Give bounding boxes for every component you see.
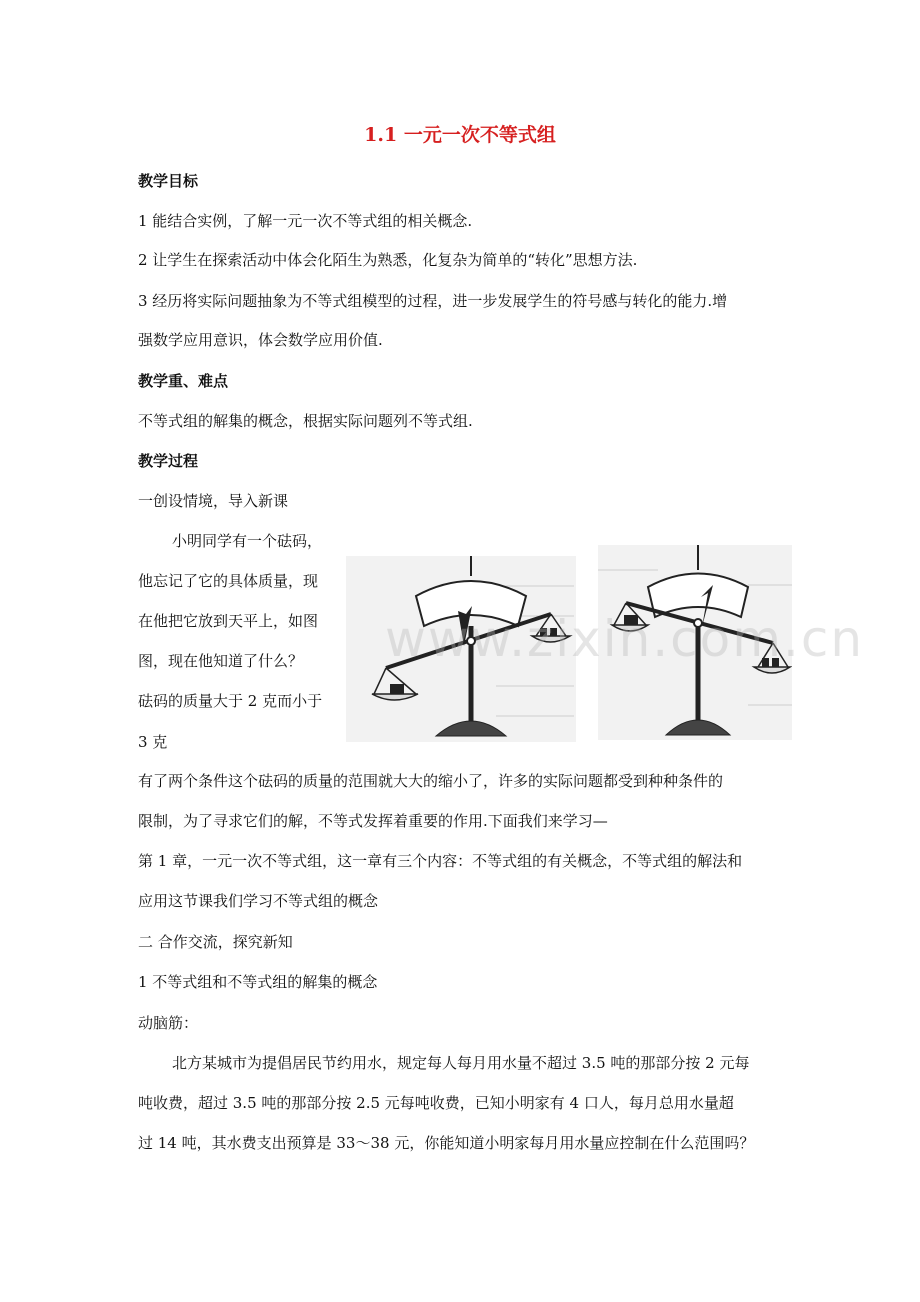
story-line5: 砝码的质量大于 2 克而小于 [138, 692, 323, 710]
problem-line1: 北方某城市为提倡居民节约用水，规定每人每月用水量不超过 3.5 吨的那部分按 2 元每 [172, 1054, 750, 1072]
paragraph2-line1: 第 1 章，一元一次不等式组，这一章有三个内容：不等式组的有关概念，不等式组的解法和 [138, 852, 743, 870]
story-line4: 图，现在他知道了什么？ [138, 652, 304, 670]
paragraph2-line2: 应用这节课我们学习不等式组的概念 [138, 892, 379, 910]
problem-line3: 过 14 吨，其水费支出预算是 33～38 元，你能知道小明家每月用水量应控制在什么范围吗？ [138, 1134, 755, 1152]
objective-3-line1: 3 经历将实际问题抽象为不等式组模型的过程，进一步发展学生的符号感与转化的能力.增 [138, 292, 728, 310]
key-points-text: 不等式组的解集的概念，根据实际问题列不等式组. [138, 412, 473, 430]
story-line3: 在他把它放到天平上，如图 [138, 612, 319, 630]
paragraph1-line2: 限制，为了寻求它们的解，不等式发挥着重要的作用.下面我们来学习— [138, 812, 608, 830]
objectives-heading: 教学目标 [138, 172, 199, 190]
paragraph1-line1: 有了两个条件这个砝码的质量的范围就大大的缩小了，许多的实际问题都受到种种条件的 [138, 772, 724, 790]
page-title: 1.1 一元一次不等式组 [364, 124, 556, 146]
brain-teaser-label: 动脑筋： [138, 1014, 199, 1032]
subsection-1-title: 1 不等式组和不等式组的解集的概念 [138, 973, 378, 991]
part1-title: 一创设情境，导入新课 [138, 492, 289, 510]
story-line1: 小明同学有一个砝码， [172, 532, 323, 550]
key-points-heading: 教学重、难点 [138, 372, 229, 390]
story-line2: 他忘记了它的具体质量，现 [138, 572, 319, 590]
story-line6: 3 克 [138, 733, 168, 751]
problem-line2: 吨收费，超过 3.5 吨的那部分按 2.5 元每吨收费，已知小明家有 4 口人，每月总用水量超 [138, 1094, 734, 1112]
process-heading: 教学过程 [138, 452, 199, 470]
objective-3-line2: 强数学应用意识，体会数学应用价值. [138, 331, 383, 349]
watermark: www.zixin.com.cn [385, 610, 865, 668]
objective-2: 2 让学生在探索活动中体会化陌生为熟悉，化复杂为简单的“转化”思想方法. [138, 251, 638, 269]
part2-title: 二 合作交流，探究新知 [138, 933, 293, 951]
objective-1: 1 能结合实例，了解一元一次不等式组的相关概念. [138, 212, 473, 230]
